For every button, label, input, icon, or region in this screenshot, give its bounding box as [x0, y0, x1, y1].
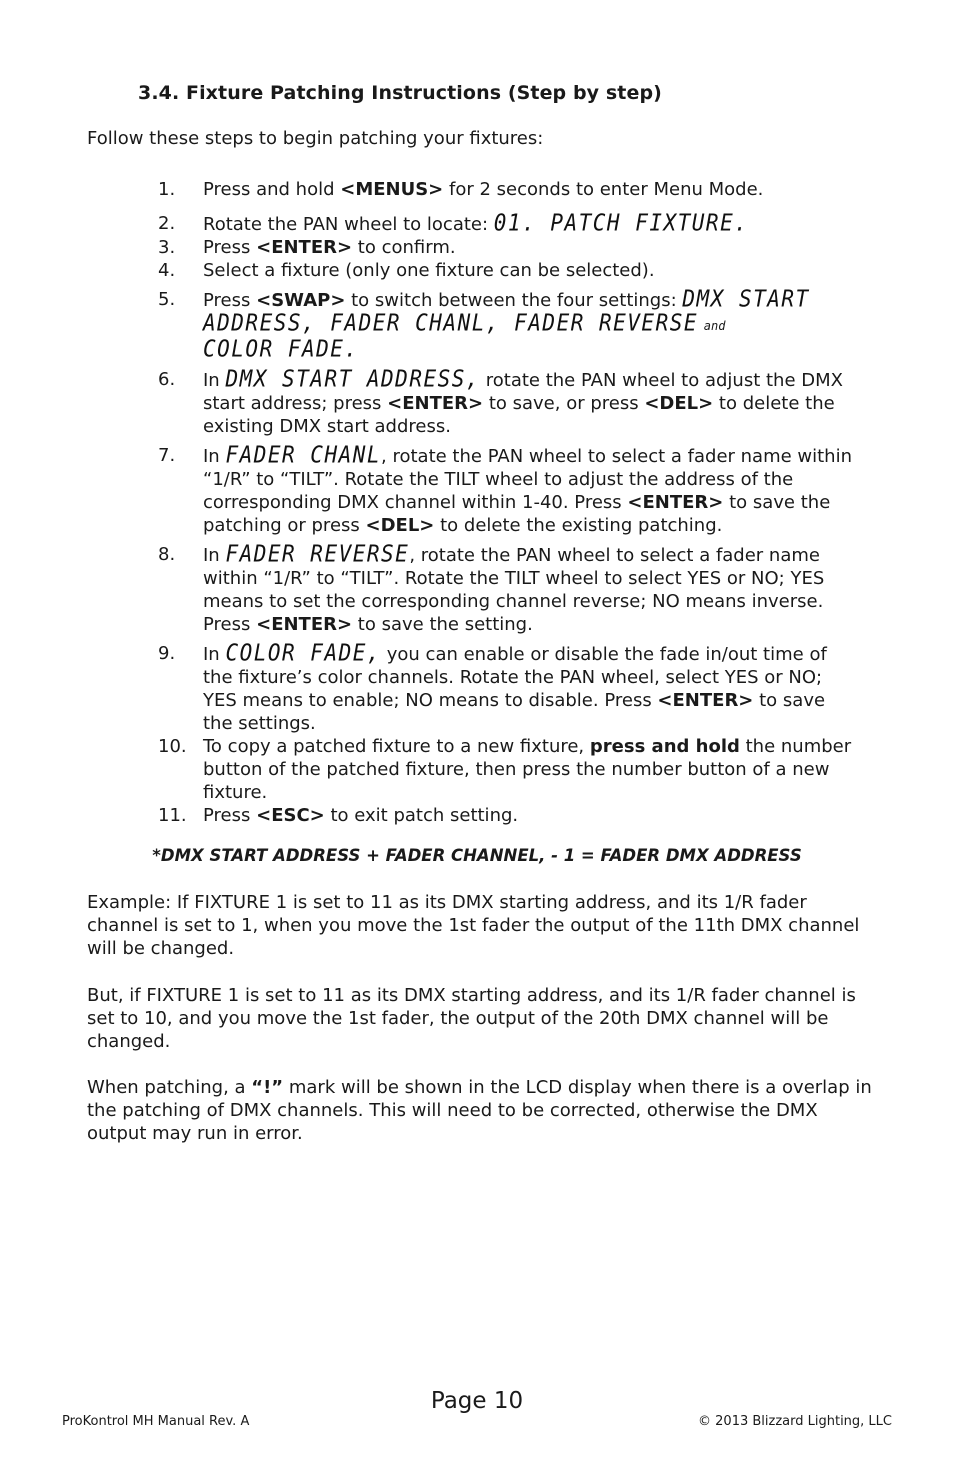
list-item: 6. In DMX START ADDRESS, rotate the PAN wheel to adjust the DMX start address; press <ENTER> to save, or press <DEL> to delete the existing DMX start address.	[158, 365, 843, 437]
footer-copyright: © 2013 Blizzard Lighting, LLC	[698, 1414, 892, 1429]
lcd-text: DMX START ADDRESS,	[225, 365, 481, 393]
lcd-text: COLOR FADE.	[203, 335, 359, 363]
formula-note: *DMX START ADDRESS + FADER CHANNEL, - 1 = FADER DMX ADDRESS	[152, 846, 802, 865]
list-item: 5. Press <SWAP> to switch between the four settings: DMX START ADDRESS, FADER CHANL, FADER REVERSE and COLOR FADE.	[158, 285, 810, 363]
intro-text: Follow these steps to begin patching your fixtures:	[87, 128, 544, 149]
example-paragraph-2: But, if FIXTURE 1 is set to 11 as its DMX starting address, and its 1/R fader channel is set to 10, and you move the 1st fader, the output of the 20th DMX channel will be changed.	[87, 985, 856, 1052]
lcd-text: FADER REVERSE	[225, 540, 410, 568]
and-word: and	[703, 319, 726, 333]
list-item: 3. Press <ENTER> to confirm.	[158, 237, 456, 258]
list-item: 1. Press and hold <MENUS> for 2 seconds to enter Menu Mode.	[158, 179, 764, 200]
list-item: 10. To copy a patched fixture to a new fixture, press and hold the number button of the patched fixture, then press the number button of a new fixture.	[158, 736, 852, 803]
lcd-text: ADDRESS, FADER CHANL, FADER REVERSE	[203, 309, 699, 337]
list-item: 7. In FADER CHANL, rotate the PAN wheel to select a fader name within “1/R” to “TILT”. Rotate the TILT wheel to adjust the address of the corresponding DMX channel within 1-40. Press <ENTER> to save the patching or press <DEL> to delete the existing patching.	[158, 441, 853, 536]
steps-list	[158, 178, 858, 827]
list-item: 2. Rotate the PAN wheel to locate: 01. PATCH FIXTURE.	[158, 209, 749, 237]
lcd-text: DMX START	[682, 285, 810, 313]
footer-manual-title: ProKontrol MH Manual Rev. A	[62, 1414, 250, 1429]
lcd-text: 01. PATCH FIXTURE.	[493, 209, 749, 237]
list-item: 11. Press <ESC> to exit patch setting.	[158, 805, 519, 826]
page-number: Page 10	[430, 1388, 524, 1414]
section-heading: 3.4. Fixture Patching Instructions (Step by step)	[138, 82, 662, 104]
example-paragraph: Example: If FIXTURE 1 is set to 11 as its DMX starting address, and its 1/R fader channel is set to 1, when you move the 1st fader the output of the 11th DMX channel will be changed.	[87, 892, 860, 959]
lcd-text: COLOR FADE,	[225, 639, 382, 667]
list-item: 8. In FADER REVERSE, rotate the PAN wheel to select a fader name within “1/R” to “TILT”. Rotate the TILT wheel to select YES or NO; YES means to set the corresponding channel reverse; NO means inverse. Press <ENTER> to save the setting.	[158, 540, 825, 635]
warning-paragraph: When patching, a “!” mark will be shown in the LCD display when there is a overlap in the patching of DMX channels. This will need to be corrected, otherwise the DMX output may run in error.	[87, 1077, 872, 1144]
list-item: 9. In COLOR FADE, you can enable or disable the fade in/out time of the fixture’s color channels. Rotate the PAN wheel, select YES or NO; YES means to enable; NO means to disable. Press <ENTER> to save the settings.	[158, 639, 827, 734]
lcd-text: FADER CHANL	[225, 441, 382, 469]
list-item: 4. Select a fixture (only one fixture can be selected).	[158, 260, 655, 281]
